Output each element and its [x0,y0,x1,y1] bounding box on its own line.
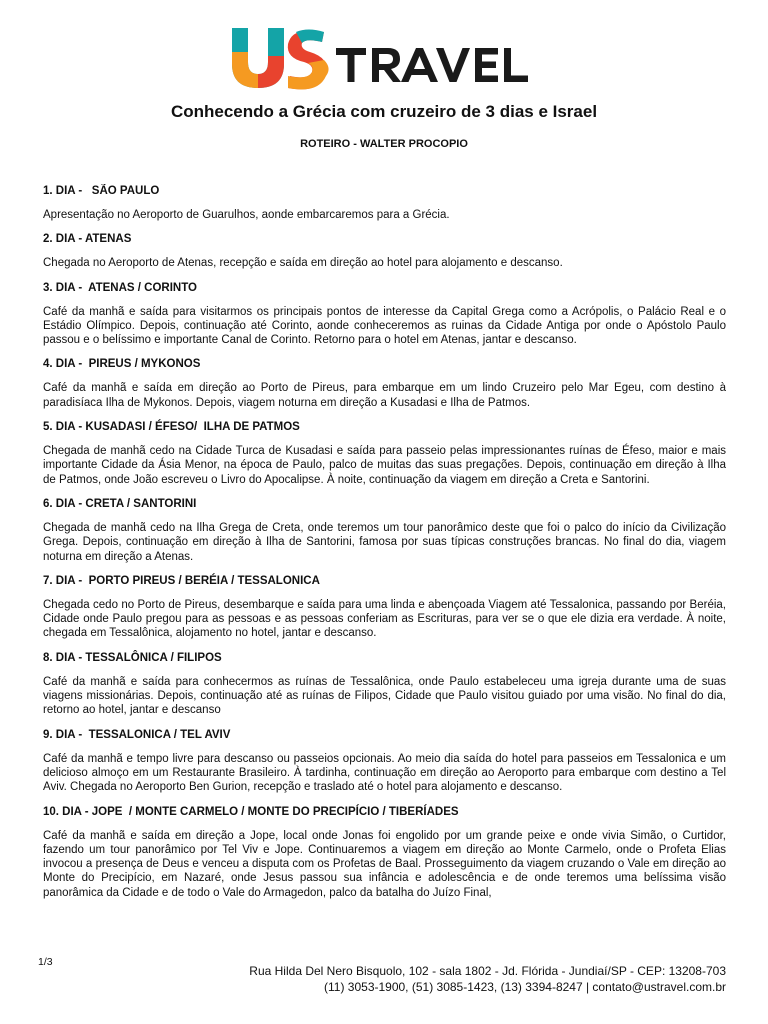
day-heading: 5. DIA - KUSADASI / ÉFESO/ ILHA DE PATMOS [43,421,300,434]
day-section [43,184,726,222]
day-heading: 10. DIA - JOPE / MONTE CARMELO / MONTE DO PRECIPÍCIO / TIBERÍADES [43,805,459,818]
day-description: Chegada de manhã cedo na Ilha Grega de Creta, onde teremos um tour panorâmico deste que foi o palco do início da Civilização Grega. Depois, continuação em direção à Ilha de Santorini, famosa por suas típicas construções brancas. No final do dia, viagem noturna em direção a Atenas. [43,521,726,563]
day-section [43,805,726,900]
day-heading: 2. DIA - ATENAS [43,233,132,246]
day-heading: 4. DIA - PIREUS / MYKONOS [43,358,201,371]
footer-address: Rua Hilda Del Nero Bisquolo, 102 - sala 1802 - Jd. Flórida - Jundiaí/SP - CEP: 13208-703 [249,964,726,978]
day-heading: 1. DIA - SÃO PAULO [43,185,160,197]
day-heading: 8. DIA - TESSALÔNICA / FILIPOS [43,651,222,664]
day-section [43,574,726,641]
day-description: Chegada cedo no Porto de Pireus, desembarque e saída para uma linda e abençoada Viagem até Tessalonica, passando por Beréia, Cidade onde Paulo pregou para as pessoas e as pessoas conferiam as Escrituras, para ver se o que ele dizia era verdade. À noite, chegada em Tessalônica, alojamento no hotel, jantar e descanso. [43,598,726,640]
day-description: Chegada de manhã cedo na Cidade Turca de Kusadasi e saída para passeio pelas impressionantes ruínas de Éfeso, maior e mais importante Cidade da Ásia Menor, na época de Paulo, palco de muitas das suas pregações. Depois, continuação em direção à Ilha de Patmos, onde João escreveu o Livro do Apocalipse. À noite, continuação da viagem em direção a Creta e Santorini. [43,445,726,486]
day-section [43,420,726,487]
ustravel-logo [228,22,540,94]
day-section [43,232,726,270]
day-description: Café da manhã e tempo livre para descanso ou passeios opcionais. Ao meio dia saída do hotel para passeios em Tessalonica e um delicioso almoço em um Restaurante Brasileiro. À tardinha, continuação em direção ao Aeroporto para embarque com destino a Tel Aviv. Chegada no Aeroporto Ben Gurion, recepção e traslado até o hotel para alojamento e descanso. [43,752,726,794]
day-description: Café da manhã e saída em direção ao Porto de Pireus, para embarque em um lindo Cruzeiro pelo Mar Egeu, com destino à paradisíaca Ilha de Mykonos. Depois, viagem noturna em direção a Kusadasi e Ilha de Patmos. [43,382,726,409]
day-heading: 3. DIA - ATENAS / CORINTO [43,281,197,294]
document-title: Conhecendo a Grécia com cruzeiro de 3 dias e Israel [170,102,598,121]
day-heading: 6. DIA - CRETA / SANTORINI [43,497,197,510]
day-description: Apresentação no Aeroporto de Guarulhos, aonde embarcaremos para a Grécia. [43,209,450,221]
footer-contact: (11) 3053-1900, (51) 3085-1423, (13) 3394-8247 | contato@ustravel.com.br [324,980,726,994]
document-subtitle: ROTEIRO - WALTER PROCOPIO [300,138,468,150]
day-section [43,357,726,410]
day-section [43,497,726,564]
day-description: Café da manhã e saída para visitarmos os principais pontos de interesse da Capital Grega como a Acrópolis, o Palácio Real e o Estádio Olímpico. Depois, continuação até Corinto, aonde conheceremos as ruinas da Cidade Antiga por onde o Apóstolo Paulo passou e o belíssimo e importante Canal de Corinto. Retorno para o hotel em Atenas, jantar e descanso. [43,305,726,347]
day-description: Café da manhã e saída para conhecermos as ruínas de Tessalônica, onde Paulo estabeleceu uma igreja durante uma de suas viagens missionárias. Depois, continuação até as ruínas de Filipos, Cidade que Paulo visitou guiado por uma visão. No final do dia, retorno ao hotel, jantar e descanso [43,675,726,717]
day-heading: 9. DIA - TESSALONICA / TEL AVIV [43,728,231,741]
footer [249,963,726,995]
itinerary [43,184,726,952]
day-heading: 7. DIA - PORTO PIREUS / BERÉIA / TESSALONICA [43,574,320,587]
day-description: Chegada no Aeroporto de Atenas, recepção e saída em direção ao hotel para alojamento e descanso. [43,257,563,270]
day-section [43,651,726,718]
day-section [43,281,726,348]
day-description: Café da manhã e saída em direção a Jope, local onde Jonas foi engolido por um grande peixe e onde vivia Simão, o Curtidor, fazendo um tour panorâmico por Tel Viv e Jope. Continuaremos a viagem em direção ao Monte Carmelo, onde o Profeta Elias invocou a presença de Deus e venceu a disputa com os Profetas de Baal. Prosseguimento da viagem cruzando o Vale em direção ao Monte do Precipício, em Nazaré, onde Jesus passou sua infância e adolescência e de onde teremos uma belíssima visão panorâmica da Cidade e de todo o Vale do Armagedon, palco da batalha do Juízo Final, [43,829,726,899]
day-section [43,728,726,795]
page-number: 1/3 [38,956,53,968]
